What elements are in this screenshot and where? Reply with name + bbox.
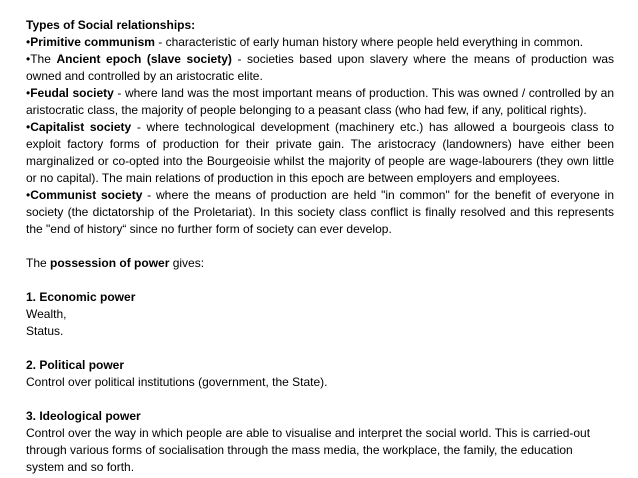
society-type-list <box>26 34 614 238</box>
power-section-economic <box>26 289 614 340</box>
term-capitalist-society: Capitalist society <box>30 120 132 134</box>
power-heading: 2. Political power <box>26 358 125 372</box>
possession-line: The possession of power gives: <box>26 256 205 270</box>
bullet-icon: • <box>26 120 31 134</box>
term-primitive-communism: Primitive communism <box>30 35 155 49</box>
power-line: Control over political institutions (government, the State). <box>26 375 328 389</box>
power-heading: 3. Ideological power <box>26 409 141 423</box>
term-feudal-society: Feudal society <box>30 86 114 100</box>
list-item-primitive: •Primitive communism - characteristic of early human history where people held everything in common. <box>26 35 584 49</box>
power-line: Status. <box>26 324 64 338</box>
document-body <box>26 17 614 476</box>
list-item-capitalist: •Capitalist society - where technological development (machinery etc.) has allowed a bourgeois class to exploit factory forms of production for their private gain. The aristocracy (landowners) have either been marginalized or co-opted into the Bourgeoisie whilst the majority of people are wage-labourers (they own little or no capital). The main relations of production in this epoch are between employers and employees. <box>26 120 615 185</box>
power-section-political <box>26 357 614 391</box>
term-possession-of-power: possession of power <box>50 256 170 270</box>
power-line: Wealth, <box>26 307 67 321</box>
power-line: Control over the way in which people are able to visualise and interpret the social world. This is carried-out through various forms of socialisation through the mass media, the workplace, the family, the education system and so forth. <box>26 426 591 474</box>
power-section-ideological <box>26 408 614 476</box>
term-ancient-epoch: Ancient epoch (slave society) <box>56 52 232 66</box>
list-item-ancient: •The Ancient epoch (slave society) - societies based upon slavery where the means of production was owned and controlled by an aristocratic elite. <box>26 52 614 83</box>
bullet-icon: • <box>26 188 31 202</box>
bullet-icon: • <box>26 52 31 66</box>
list-item-feudal: •Feudal society - where land was the most important means of production. This was owned / controlled by an aristocratic class, the majority of people belonging to a peasant class (who had few, if any, political rights). <box>26 86 614 117</box>
list-item-communist: •Communist society - where the means of production are held "in common" for the benefit of everyone in society (the dictatorship of the Proletariat). In this society class conflict is finally resolved and this represents the "end of history“ since no further form of society can ever develop. <box>26 188 614 236</box>
bullet-icon: • <box>26 35 31 49</box>
term-communist-society: Communist society <box>30 188 143 202</box>
power-heading: 1. Economic power <box>26 290 136 304</box>
types-heading: Types of Social relationships: <box>26 18 196 32</box>
bullet-icon: • <box>26 86 31 100</box>
